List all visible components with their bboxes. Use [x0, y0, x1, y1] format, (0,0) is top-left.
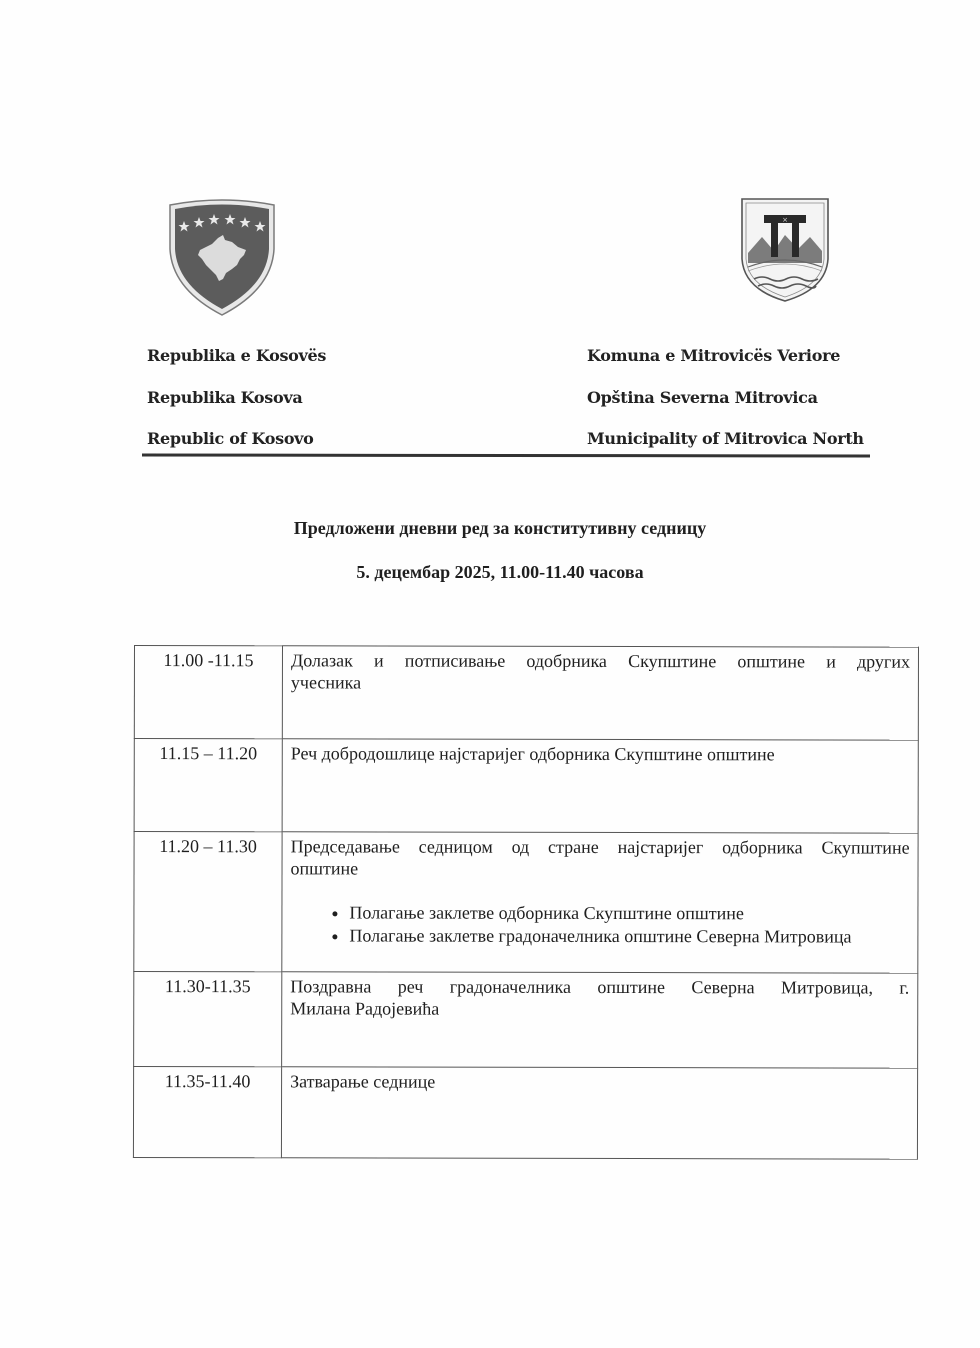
agenda-item-text-continued: општине — [290, 858, 359, 879]
institution-name-serbian: Republika Kosova — [147, 387, 303, 407]
institution-name-english: Republic of Kosovo — [147, 429, 314, 448]
agenda-time: 11.30-11.35 — [134, 972, 282, 1067]
agenda-item — [282, 832, 918, 973]
agenda-row — [133, 1067, 917, 1160]
svg-text:×: × — [782, 216, 788, 224]
agenda-item — [282, 972, 918, 1068]
agenda-row — [134, 972, 918, 1069]
agenda-item-text: Председавање седницом од стране најстаријег одборника Скупштине — [290, 836, 910, 858]
agenda-item — [282, 739, 918, 833]
document-subtitle: 5. децембар 2025, 11.00-11.40 часова — [356, 562, 644, 582]
agenda-table — [133, 645, 919, 1160]
agenda-item — [282, 646, 918, 740]
agenda-time: 11.20 – 11.30 — [134, 832, 282, 972]
kosovo-coat-of-arms-icon — [166, 197, 278, 317]
institution-name-albanian: Republika e Kosovës — [147, 346, 327, 365]
municipality-name-albanian: Komuna e Mitrovicës Veriore — [587, 346, 841, 365]
agenda-item-text: Реч добродошлице најстаријег одборника Скупштине општине — [290, 743, 775, 765]
agenda-time: 11.15 – 11.20 — [134, 739, 282, 832]
agenda-item-text: Поздравна реч градоначелника општине Северна Митровица, г. — [290, 976, 910, 998]
agenda-sub-item: • Полагање заклетве одборника Скупштине општине — [349, 901, 909, 925]
agenda-sub-item: • Полагање заклетве градоначелника општине Северна Митровица — [349, 924, 909, 948]
agenda-time: 11.00 -11.15 — [134, 646, 282, 739]
agenda-item — [281, 1067, 917, 1159]
agenda-sub-items — [290, 901, 909, 948]
municipality-name-serbian: Opština Severna Mitrovica — [587, 387, 818, 407]
agenda-item-text: Долазак и потписивање одобрника Скупштине општине и других — [290, 650, 910, 672]
agenda-row — [134, 832, 918, 974]
agenda-table-wrapper — [133, 645, 919, 1160]
header-left-institution — [147, 343, 326, 468]
document-title: Предложени дневни ред за конститутивну седницу — [293, 518, 707, 538]
header-right-institution — [587, 343, 864, 468]
agenda-row — [134, 739, 918, 834]
agenda-item-text-continued: учесника — [290, 672, 362, 693]
agenda-time: 11.35-11.40 — [133, 1067, 281, 1158]
agenda-row — [134, 646, 918, 741]
agenda-item-text: Затварање седнице — [290, 1071, 436, 1092]
mitrovica-north-coat-of-arms-icon — [740, 197, 830, 303]
agenda-item-text-continued: Милана Радојевића — [290, 998, 440, 1019]
municipality-name-english: Municipality of Mitrovica North — [587, 429, 864, 448]
